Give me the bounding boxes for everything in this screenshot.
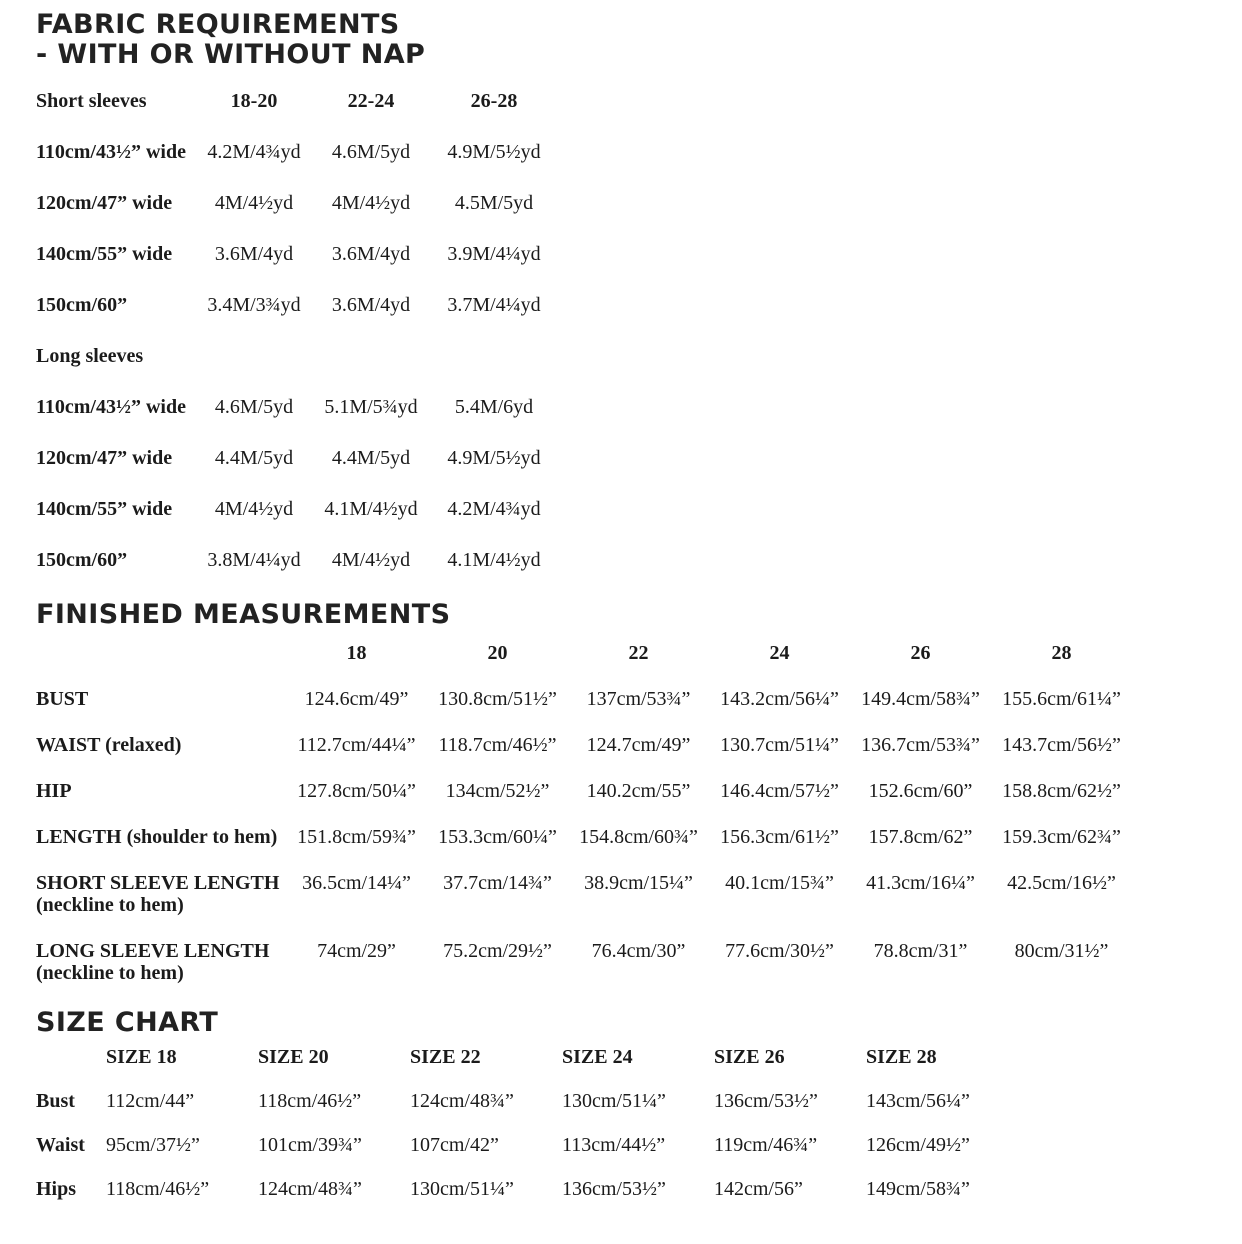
measurement-value: 157.8cm/62” [868, 826, 973, 848]
fabric-section-label-short-sleeves: Short sleeves [36, 90, 147, 112]
finished-size-header: 20 [487, 642, 508, 664]
measurement-label: BUST [36, 688, 89, 710]
size-chart-row-bust [36, 1090, 1212, 1112]
finished-measurements-title: FINISHED MEASUREMENTS [36, 599, 451, 630]
size-chart-value: 107cm/42” [410, 1134, 499, 1156]
measurement-value: 118.7cm/46½” [438, 734, 557, 756]
measurement-value: 77.6cm/30½” [725, 940, 834, 962]
fabric-size-range-header: 18-20 [230, 90, 278, 112]
fabric-row [36, 498, 1212, 520]
measurement-value: 134cm/52½” [445, 780, 550, 802]
fabric-width-label: 110cm/43½” wide [36, 396, 186, 418]
fabric-row [36, 192, 1212, 214]
size-chart-value: 112cm/44” [106, 1090, 195, 1112]
measurement-value: 149.4cm/58¾” [861, 688, 980, 710]
fabric-size-range-header: 22-24 [347, 90, 395, 112]
fabric-yardage-value: 4M/4½yd [214, 192, 294, 214]
size-chart-value: 124cm/48¾” [410, 1090, 514, 1112]
size-chart-row-label: Bust [36, 1090, 75, 1112]
measurement-label [36, 872, 286, 916]
measurement-value: 37.7cm/14¾” [443, 872, 552, 894]
finished-row-bust [36, 688, 1212, 710]
finished-row-waist [36, 734, 1212, 756]
measurement-value: 140.2cm/55” [586, 780, 691, 802]
fabric-yardage-value: 3.6M/4yd [331, 294, 411, 316]
measurement-value: 143.7cm/56½” [1002, 734, 1121, 756]
fabric-yardage-value: 3.6M/4yd [331, 243, 411, 265]
fabric-yardage-value: 3.6M/4yd [214, 243, 294, 265]
size-chart-value: 142cm/56” [714, 1178, 803, 1200]
measurement-value: 36.5cm/14¼” [302, 872, 411, 894]
size-chart-value: 130cm/51¼” [410, 1178, 514, 1200]
measurement-value: 130.8cm/51½” [438, 688, 557, 710]
fabric-requirements-title-line1: FABRIC REQUIREMENTS [36, 9, 400, 40]
measurement-label [36, 940, 286, 984]
measurement-label-sub: (neckline to hem) [36, 894, 184, 916]
finished-size-header: 26 [910, 642, 931, 664]
measurement-value: 130.7cm/51¼” [720, 734, 839, 756]
fabric-size-range-header: 26-28 [470, 90, 518, 112]
measurement-value: 159.3cm/62¾” [1002, 826, 1121, 848]
size-chart-value: 143cm/56¼” [866, 1090, 970, 1112]
fabric-yardage-value: 3.4M/3¾yd [207, 294, 301, 316]
fabric-requirements-title-line2: - WITH OR WITHOUT NAP [36, 39, 426, 70]
size-chart-header: SIZE 20 [258, 1046, 329, 1068]
fabric-row [36, 243, 1212, 265]
size-chart-header: SIZE 26 [714, 1046, 785, 1068]
fabric-row [36, 294, 1212, 316]
measurement-value: 41.3cm/16¼” [866, 872, 975, 894]
measurement-value: 153.3cm/60¼” [438, 826, 557, 848]
fabric-width-label: 110cm/43½” wide [36, 141, 186, 163]
measurement-value: 152.6cm/60” [868, 780, 973, 802]
size-chart-row-label: Waist [36, 1134, 85, 1156]
size-chart-value: 119cm/46¾” [714, 1134, 818, 1156]
fabric-width-label: 140cm/55” wide [36, 243, 173, 265]
size-chart-header: SIZE 24 [562, 1046, 633, 1068]
measurement-label: WAIST (relaxed) [36, 734, 182, 756]
measurement-label-main: SHORT SLEEVE LENGTH [36, 872, 280, 894]
measurement-label-main: LONG SLEEVE LENGTH [36, 940, 270, 962]
size-chart-value: 124cm/48¾” [258, 1178, 362, 1200]
measurement-label: LENGTH (shoulder to hem) [36, 826, 278, 848]
measurement-label: HIP [36, 780, 72, 802]
fabric-yardage-value: 4.6M/5yd [331, 141, 411, 163]
measurement-value: 143.2cm/56¼” [720, 688, 839, 710]
size-chart-header: SIZE 22 [410, 1046, 481, 1068]
fabric-yardage-value: 4.4M/5yd [331, 447, 411, 469]
measurement-value: 112.7cm/44¼” [297, 734, 416, 756]
fabric-row [36, 447, 1212, 469]
measurement-value: 146.4cm/57½” [720, 780, 839, 802]
fabric-width-label: 150cm/60” [36, 294, 128, 316]
fabric-yardage-value: 3.8M/4¼yd [207, 549, 301, 571]
fabric-width-label: 140cm/55” wide [36, 498, 173, 520]
fabric-section-row [36, 345, 1212, 367]
fabric-yardage-value: 4.2M/4¾yd [207, 141, 301, 163]
measurement-value: 155.6cm/61¼” [1002, 688, 1121, 710]
size-chart-value: 118cm/46½” [258, 1090, 362, 1112]
size-chart-header: SIZE 28 [866, 1046, 937, 1068]
fabric-yardage-value: 3.9M/4¼yd [447, 243, 541, 265]
fabric-yardage-value: 4.4M/5yd [214, 447, 294, 469]
measurement-value: 154.8cm/60¾” [579, 826, 698, 848]
measurement-value: 124.7cm/49” [586, 734, 691, 756]
finished-size-header: 28 [1051, 642, 1072, 664]
fabric-yardage-value: 4M/4½yd [331, 192, 411, 214]
measurement-value: 158.8cm/62½” [1002, 780, 1121, 802]
measurement-value: 78.8cm/31” [873, 940, 968, 962]
finished-size-header: 22 [628, 642, 649, 664]
fabric-row [36, 396, 1212, 418]
fabric-yardage-value: 5.4M/6yd [454, 396, 534, 418]
finished-row-short-sleeve-length [36, 872, 1212, 916]
measurement-value: 156.3cm/61½” [720, 826, 839, 848]
measurement-value: 76.4cm/30” [591, 940, 686, 962]
fabric-yardage-value: 4.2M/4¾yd [447, 498, 541, 520]
fabric-yardage-value: 4.1M/4½yd [324, 498, 418, 520]
measurement-value: 127.8cm/50¼” [297, 780, 416, 802]
fabric-section-label-long-sleeves: Long sleeves [36, 345, 144, 367]
size-chart-value: 136cm/53½” [562, 1178, 666, 1200]
measurement-label-sub: (neckline to hem) [36, 962, 184, 984]
size-chart-value: 118cm/46½” [106, 1178, 210, 1200]
fabric-row [36, 549, 1212, 571]
fabric-yardage-value: 4M/4½yd [214, 498, 294, 520]
fabric-width-label: 120cm/47” wide [36, 192, 173, 214]
size-chart-title: SIZE CHART [36, 1007, 219, 1038]
fabric-width-label: 120cm/47” wide [36, 447, 173, 469]
finished-row-long-sleeve-length [36, 940, 1212, 984]
fabric-yardage-value: 3.7M/4¼yd [447, 294, 541, 316]
fabric-yardage-value: 4.1M/4½yd [447, 549, 541, 571]
measurement-value: 124.6cm/49” [304, 688, 409, 710]
fabric-width-label: 150cm/60” [36, 549, 128, 571]
size-chart-header-row [36, 1046, 1212, 1068]
measurement-value: 74cm/29” [317, 940, 396, 962]
finished-row-hip [36, 780, 1212, 802]
size-chart-header: SIZE 18 [106, 1046, 177, 1068]
measurement-value: 75.2cm/29½” [443, 940, 552, 962]
size-chart-value: 95cm/37½” [106, 1134, 200, 1156]
finished-size-header: 24 [769, 642, 790, 664]
fabric-yardage-value: 4.9M/5½yd [447, 141, 541, 163]
size-chart-value: 101cm/39¾” [258, 1134, 362, 1156]
finished-row-length [36, 826, 1212, 848]
finished-size-header: 18 [346, 642, 367, 664]
measurement-value: 42.5cm/16½” [1007, 872, 1116, 894]
fabric-header-row [36, 90, 1212, 112]
measurement-value: 40.1cm/15¾” [725, 872, 834, 894]
size-chart-value: 130cm/51¼” [562, 1090, 666, 1112]
measurement-value: 137cm/53¾” [586, 688, 691, 710]
fabric-requirements-title [36, 10, 1212, 70]
size-chart-value: 149cm/58¾” [866, 1178, 970, 1200]
fabric-yardage-value: 4M/4½yd [331, 549, 411, 571]
fabric-yardage-value: 5.1M/5¾yd [324, 396, 418, 418]
fabric-row [36, 141, 1212, 163]
measurement-value: 151.8cm/59¾” [297, 826, 416, 848]
size-chart-row-hips [36, 1178, 1212, 1200]
fabric-yardage-value: 4.5M/5yd [454, 192, 534, 214]
size-chart-value: 126cm/49½” [866, 1134, 970, 1156]
size-chart-value: 136cm/53½” [714, 1090, 818, 1112]
size-chart-row-label: Hips [36, 1178, 77, 1200]
finished-header-row [36, 642, 1212, 664]
fabric-yardage-value: 4.9M/5½yd [447, 447, 541, 469]
measurement-value: 38.9cm/15¼” [584, 872, 693, 894]
measurement-value: 80cm/31½” [1014, 940, 1109, 962]
size-chart-value: 113cm/44½” [562, 1134, 666, 1156]
size-chart-row-waist [36, 1134, 1212, 1156]
fabric-yardage-value: 4.6M/5yd [214, 396, 294, 418]
measurement-value: 136.7cm/53¾” [861, 734, 980, 756]
